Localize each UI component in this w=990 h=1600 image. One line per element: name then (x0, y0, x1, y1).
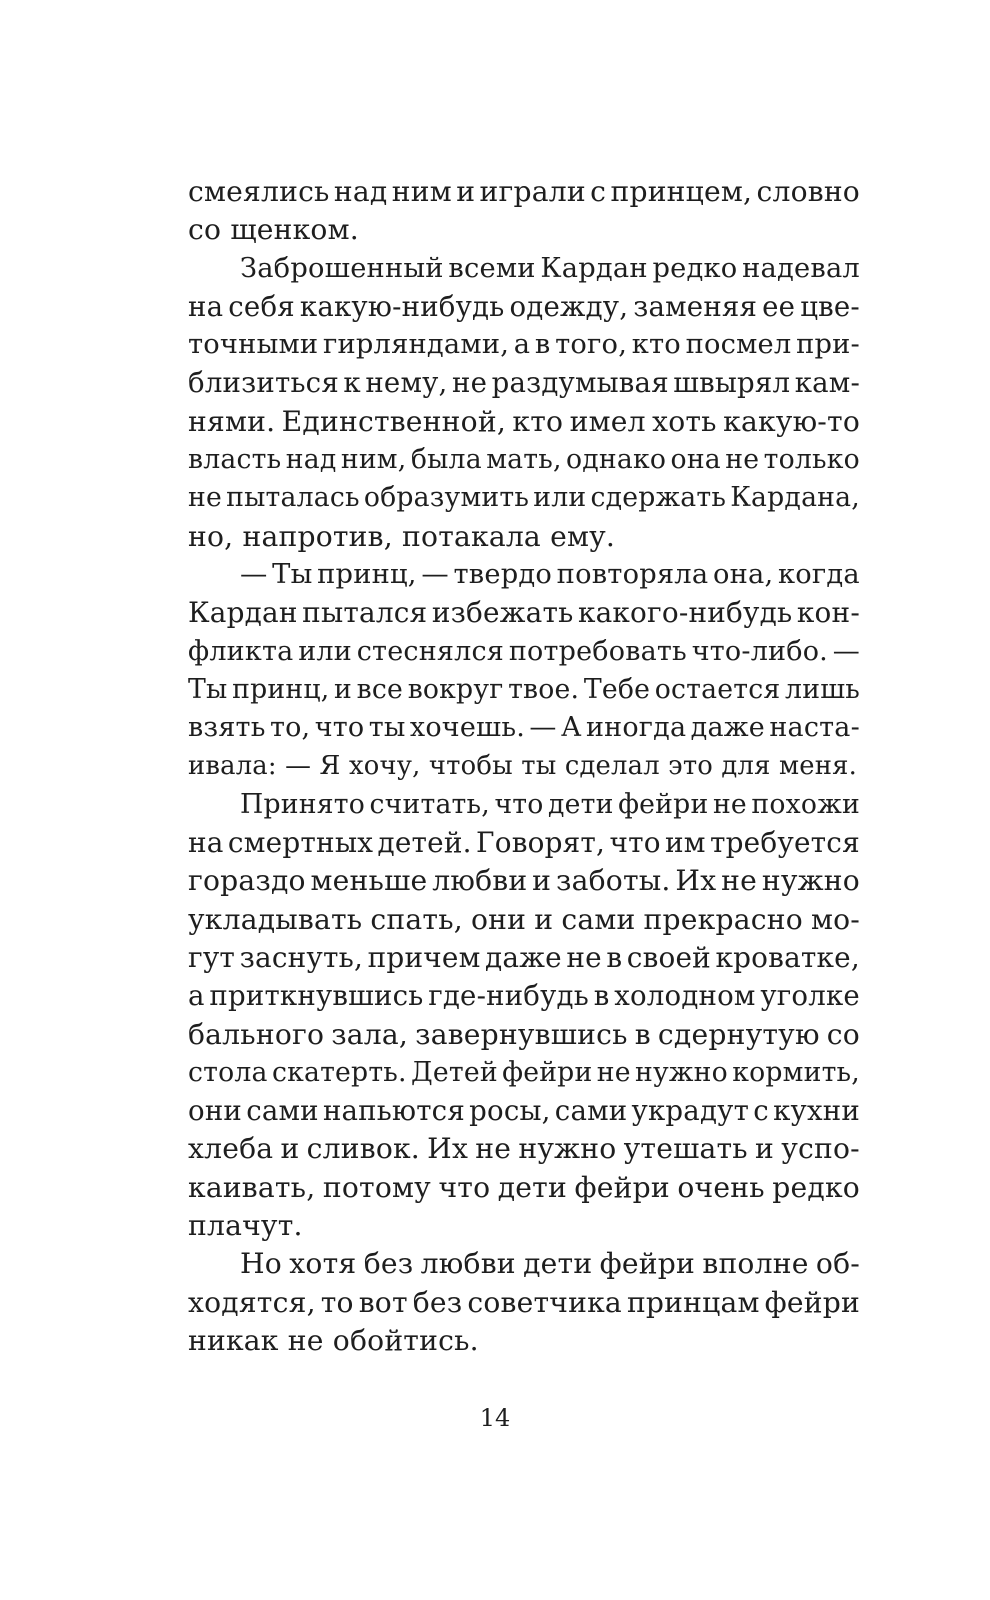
word: Но (240, 1247, 282, 1281)
word: то (320, 1285, 354, 1319)
word: Ты (188, 673, 228, 705)
word: Кардана, (730, 482, 860, 514)
word: заснуть, (239, 940, 364, 974)
word: холодном (614, 979, 756, 1013)
word: гирляндами, (322, 329, 510, 361)
word: остается (654, 673, 781, 705)
paragraph (188, 556, 860, 786)
word: принцам (626, 1285, 760, 1319)
paragraph (188, 786, 860, 1246)
word: хотя (289, 1247, 357, 1281)
word: кухни (773, 1094, 860, 1128)
word: в (593, 979, 610, 1013)
paragraph (188, 250, 860, 556)
word: нему, (365, 366, 448, 400)
word: даже (485, 940, 562, 974)
word: фейри (618, 788, 709, 820)
word: Кардан (188, 596, 298, 630)
word: в (534, 329, 551, 361)
word: Единственной, (281, 404, 506, 438)
word: посмел (685, 329, 792, 361)
word: смеялись (188, 175, 330, 208)
word: любви (420, 1247, 516, 1281)
text-line (188, 403, 860, 441)
word: заменяя (633, 289, 758, 323)
word: не (475, 1132, 512, 1166)
word: украдут (631, 1094, 750, 1128)
text-line (188, 901, 860, 939)
word: что (438, 1170, 491, 1204)
word: к (343, 366, 361, 400)
word: похожи (751, 788, 860, 820)
text-line (188, 556, 860, 594)
word: уголке (760, 979, 860, 1013)
word: а (188, 979, 205, 1013)
word: любви (432, 864, 528, 898)
text-line (188, 1130, 860, 1168)
page-number: 14 (479, 1404, 511, 1432)
text-line (188, 633, 860, 671)
word: потому (322, 1170, 431, 1204)
word: Говорят, (476, 826, 606, 860)
word: какую-то (723, 404, 860, 438)
text-line: но, напротив, потакала ему. (188, 519, 616, 553)
word: вполне (702, 1247, 809, 1281)
text-line (188, 288, 860, 326)
word: Тебе (583, 673, 651, 705)
word: имел (569, 404, 646, 438)
word: ним (391, 175, 452, 208)
word: они (188, 1094, 242, 1128)
word: ходятся, (188, 1285, 316, 1319)
word: в (606, 940, 623, 974)
word: пыталась (226, 482, 360, 514)
word: с (753, 1094, 769, 1128)
word: и (456, 175, 476, 208)
word: нужно (761, 864, 860, 898)
text-line (188, 594, 860, 632)
word: не (188, 482, 222, 514)
word: фликта (188, 635, 294, 667)
text-line (188, 671, 860, 709)
word: или (298, 635, 352, 667)
word: дети (548, 788, 614, 820)
word: что-либо. (691, 635, 828, 667)
word: когда (778, 558, 860, 590)
text-line (188, 939, 860, 977)
word: фейри (764, 1285, 860, 1319)
word: и (532, 864, 552, 898)
word: какого-нибудь (577, 596, 793, 630)
word: сами (554, 1094, 628, 1128)
word: не (452, 366, 488, 400)
word: всеми (448, 252, 536, 284)
text-line (188, 326, 860, 364)
word: сдержать (590, 482, 727, 514)
word: того, (555, 329, 628, 361)
word: стеснялся (356, 635, 505, 667)
word: Их (427, 1132, 469, 1166)
word: а (513, 329, 531, 361)
word: редко (652, 252, 738, 284)
word: что (494, 788, 544, 820)
word: прекрасно (643, 902, 803, 936)
word: только (763, 444, 860, 476)
word: она (670, 444, 721, 476)
word: советчика (467, 1285, 622, 1319)
word: спать, (370, 902, 463, 936)
word: в (634, 1017, 651, 1051)
word: твердо (453, 558, 553, 590)
word: детей. (377, 826, 472, 860)
word: сами (246, 1094, 319, 1128)
word: все (356, 673, 404, 705)
word: зала, (331, 1017, 409, 1051)
word: бального (188, 1017, 325, 1051)
word: на (188, 289, 224, 323)
word: сами (561, 902, 636, 936)
word: — (529, 712, 557, 744)
word: точными (188, 329, 319, 361)
word: наста- (769, 712, 860, 744)
word: дети (523, 1247, 593, 1281)
word: нужно (518, 1132, 617, 1166)
word: приткнувшись (209, 979, 424, 1013)
word: раздумывая (491, 366, 669, 400)
text-line (188, 1092, 860, 1130)
word: и (334, 673, 353, 705)
word: заботы. (556, 864, 671, 898)
word: своей (626, 940, 711, 974)
word: — (832, 635, 860, 667)
word: смертных (227, 826, 374, 860)
word: принц, (232, 673, 330, 705)
word: мать, (486, 444, 562, 476)
word: сдернутую (657, 1017, 820, 1051)
word: дети (497, 1170, 567, 1204)
word: то, (269, 712, 311, 744)
text-line (188, 1016, 860, 1054)
text-line (188, 862, 860, 900)
word: кам- (794, 366, 860, 400)
word: кто (631, 329, 681, 361)
paragraph (188, 173, 860, 250)
word: хочешь. (409, 712, 526, 744)
word: скатерть. (271, 1056, 407, 1088)
text-line (188, 441, 860, 479)
word: — (240, 558, 268, 590)
word: они (471, 902, 527, 936)
word: нями. (188, 404, 276, 438)
text-line (188, 250, 860, 288)
word: без (363, 1247, 414, 1281)
word: она, (712, 558, 774, 590)
page-body-text (188, 173, 860, 1360)
text-line (188, 1284, 860, 1322)
word: Принято (240, 788, 365, 820)
word: при- (796, 329, 860, 361)
word: хоть (652, 404, 717, 438)
word: фейри (599, 1247, 696, 1281)
word: взять (188, 712, 266, 744)
word: стола (188, 1056, 268, 1088)
word: и (280, 1132, 300, 1166)
word: и (755, 1132, 775, 1166)
text-line (188, 1054, 860, 1092)
word: себя (228, 289, 295, 323)
text-line (188, 1169, 860, 1207)
word: одежду, (509, 289, 629, 323)
word: потребовать (508, 635, 687, 667)
word: лишь (785, 673, 860, 705)
text-line (188, 786, 860, 824)
word: гораздо (188, 864, 306, 898)
word: цве- (800, 289, 860, 323)
word: даже (690, 712, 765, 744)
word: гут (188, 940, 236, 974)
word: редко (772, 1170, 860, 1204)
text-line (188, 364, 860, 402)
text-line (188, 479, 860, 517)
word: или (533, 482, 587, 514)
word: какую-нибудь (299, 289, 505, 323)
word: сливок. (306, 1132, 420, 1166)
word: однако (566, 444, 667, 476)
word: Ты (272, 558, 313, 590)
word: росы, (469, 1094, 551, 1128)
word: вокруг (407, 673, 504, 705)
word: фейри (502, 1056, 593, 1088)
word: Кардан (540, 252, 648, 284)
word: каивать, (188, 1170, 316, 1204)
word: кормить, (732, 1056, 860, 1088)
word: успо- (781, 1132, 860, 1166)
word: кто (512, 404, 564, 438)
word: Их (675, 864, 717, 898)
word: не (721, 864, 758, 898)
word: на (188, 826, 224, 860)
word: вот (358, 1285, 408, 1319)
word: фейри (574, 1170, 670, 1204)
word: твое. (508, 673, 580, 705)
word: кроватке, (715, 940, 860, 974)
word: меньше (310, 864, 428, 898)
text-line (188, 977, 860, 1015)
word: не (566, 940, 602, 974)
word: очень (677, 1170, 765, 1204)
word: где-нибудь (428, 979, 589, 1013)
word: об- (815, 1247, 860, 1281)
word: утешать (623, 1132, 748, 1166)
word: с (590, 175, 607, 208)
text-line: никак не обойтись. (188, 1323, 479, 1357)
word: хлеба (188, 1132, 274, 1166)
word: ты (368, 712, 406, 744)
text-line (188, 824, 860, 862)
word: над (333, 175, 388, 208)
word: А (560, 712, 582, 744)
word: ним, (340, 444, 407, 476)
word: считать, (369, 788, 490, 820)
text-line (188, 709, 860, 747)
word: без (412, 1285, 463, 1319)
word: не (712, 788, 747, 820)
word: укладывать (188, 902, 363, 936)
word: Заброшенный (240, 252, 444, 284)
word: завернувшись (415, 1017, 628, 1051)
word: кон- (796, 596, 860, 630)
word: была (410, 444, 482, 476)
word: словно (756, 175, 860, 208)
word: играли (479, 175, 586, 208)
word: и (534, 902, 554, 936)
paragraph (188, 1245, 860, 1360)
word: иногда (585, 712, 687, 744)
word: что (609, 826, 661, 860)
word: Детей (410, 1056, 498, 1088)
word: мо- (810, 902, 860, 936)
word: не (725, 444, 760, 476)
word: нужно (635, 1056, 728, 1088)
word: что (314, 712, 365, 744)
word: принцем, (610, 175, 753, 208)
word: пытался (302, 596, 428, 630)
word: образумить (363, 482, 530, 514)
word: избежать (431, 596, 574, 630)
text-line: плачут. (188, 1209, 303, 1243)
word: принц, (317, 558, 417, 590)
text-line (188, 173, 860, 211)
word: надевал (742, 252, 860, 284)
word: над (285, 444, 337, 476)
word: близиться (188, 366, 339, 400)
text-line: ивала: — Я хочу, чтобы ты сделал это для меня. (188, 751, 857, 782)
word: причем (367, 940, 481, 974)
word: напьются (322, 1094, 465, 1128)
word: им (665, 826, 706, 860)
text-line (188, 1245, 860, 1283)
word: не (596, 1056, 631, 1088)
word: повторяла (556, 558, 709, 590)
word: требуется (709, 826, 860, 860)
text-line: со щенком. (188, 213, 359, 247)
word: — (421, 558, 449, 590)
word: ее (762, 289, 796, 323)
word: швырял (673, 366, 791, 400)
word: со (826, 1017, 860, 1051)
word: власть (188, 444, 282, 476)
